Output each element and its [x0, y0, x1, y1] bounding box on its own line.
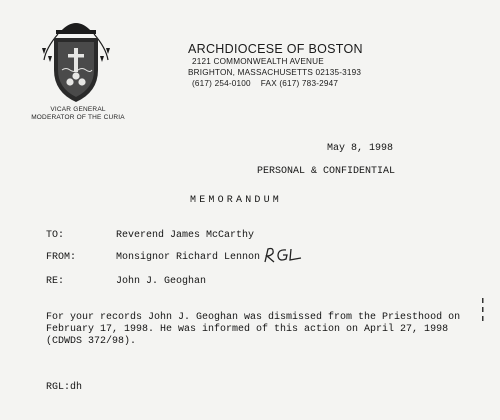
body-line: For your records John J. Geoghan was dismissed from the Priesthood on [46, 312, 461, 323]
seal-caption-role: MODERATOR OF THE CURIA [31, 114, 125, 121]
memo-title: MEMORANDUM [190, 195, 283, 206]
memo-body [46, 312, 460, 348]
archdiocese-seal-icon [40, 8, 112, 106]
seal-caption-title: VICAR GENERAL [50, 106, 106, 113]
re-label: RE: [46, 276, 65, 287]
to-label: TO: [46, 230, 65, 241]
organization-name: ARCHDIOCESE OF BOSTON [188, 42, 363, 56]
margin-punch-marks [481, 298, 485, 322]
reference-initials: RGL:dh [46, 382, 83, 393]
confidential-label: PERSONAL & CONFIDENTIAL [257, 166, 396, 177]
handwritten-initials-icon [262, 245, 304, 265]
re-value: John J. Geoghan [116, 276, 207, 287]
body-line: (CDWDS 372/98). [46, 336, 137, 347]
memo-date: May 8, 1998 [327, 143, 394, 154]
city-address: BRIGHTON, MASSACHUSETTS 02135-3193 [188, 68, 362, 77]
to-value: Reverend James McCarthy [116, 230, 255, 241]
phone-number: (617) 254-0100 [192, 79, 251, 88]
letterhead-block [188, 42, 363, 89]
contact-line [188, 78, 363, 89]
body-line: February 17, 1998. He was informed of this action on April 27, 1998 [46, 324, 449, 335]
street-address: 2121 COMMONWEALTH AVENUE [192, 57, 324, 66]
seal-caption [20, 106, 136, 122]
fax-number: FAX (617) 783-2947 [260, 79, 339, 88]
from-value: Monsignor Richard Lennon [116, 252, 261, 263]
from-label: FROM: [46, 252, 77, 263]
